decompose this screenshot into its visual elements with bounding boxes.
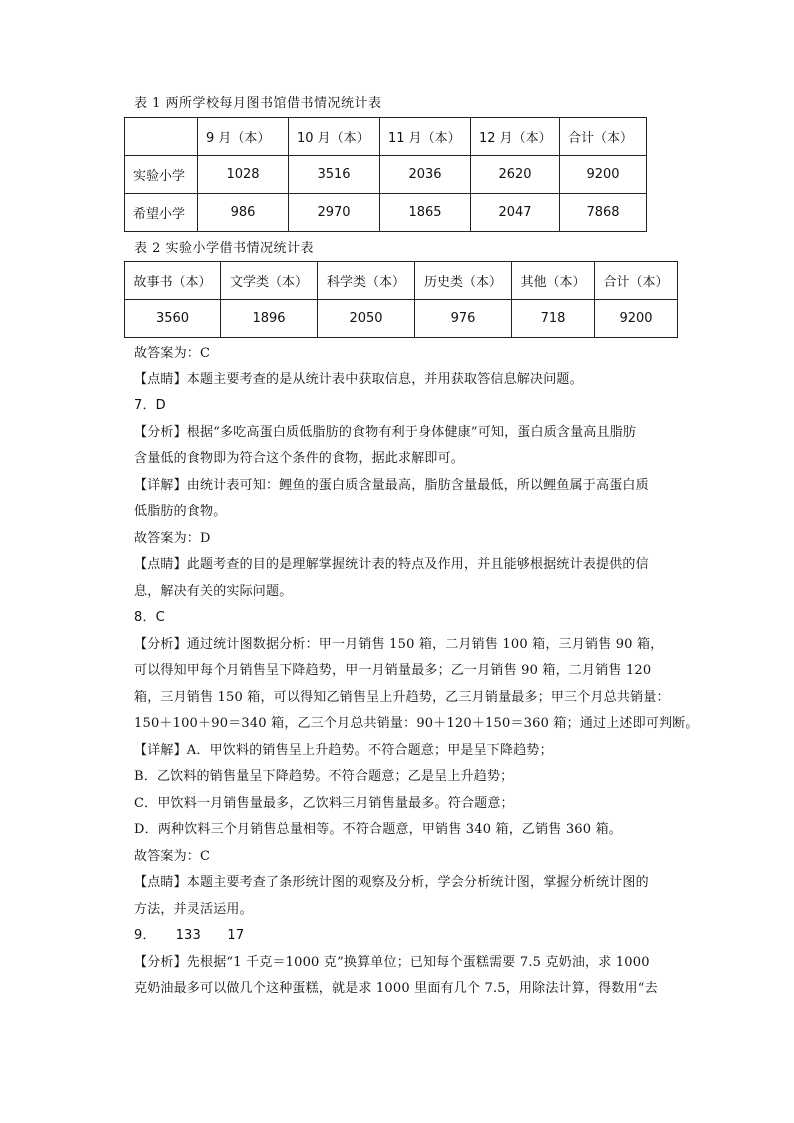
table1-caption: 表 1 两所学校每月图书馆借书情况统计表 [134,96,382,111]
table-cell: 1028 [198,156,289,194]
comment-line: 方法，并灵活运用。 [134,902,253,917]
table-cell: 1865 [380,194,471,232]
table-header-row [125,262,678,300]
table-header-cell: 合计（本） [560,118,647,156]
option-line: C．甲饮料一月销售量最多，乙饮料三月销售量最多。符合题意； [134,796,514,811]
table-header-cell: 文学类（本） [221,262,318,300]
table-cell: 2050 [318,300,415,338]
table-cell: 2620 [471,156,560,194]
table2-caption: 表 2 实验小学借书情况统计表 [134,241,315,256]
table-header-cell: 11 月（本） [380,118,471,156]
question-number: 7．D [134,398,166,413]
table-cell: 9200 [595,300,678,338]
option-line: B．乙饮料的销售量呈下降趋势。不符合题意；乙是呈上升趋势； [134,769,514,784]
table-row [125,156,647,194]
table-header-cell: 12 月（本） [471,118,560,156]
analysis-line: 克奶油最多可以做几个这种蛋糕，就是求 1000 里面有几个 7.5，用除法计算，得数用“去 [134,981,658,996]
table2-category-borrowing [124,261,678,338]
table-header-cell: 历史类（本） [415,262,512,300]
detail-line: 【详解】由统计表可知：鲤鱼的蛋白质含量最高，脂肪含量最低，所以鲤鱼属于高蛋白质 [134,478,649,493]
table-header-cell: 故事书（本） [125,262,221,300]
table-cell: 2970 [289,194,380,232]
table-row [125,194,647,232]
answer-line: 故答案为：C [134,849,211,864]
option-line: D．两种饮料三个月销售总量相等。不符合题意，甲销售 340 箱，乙销售 360 箱。 [134,822,622,837]
table-cell: 7868 [560,194,647,232]
table-cell: 3560 [125,300,221,338]
table-header-cell: 其他（本） [512,262,595,300]
analysis-line: 【分析】先根据“1 千克＝1000 克”换算单位；已知每个蛋糕需要 7.5 克奶油，求 1000 [134,955,650,970]
comment-line: 【点睛】本题主要考查的是从统计表中获取信息，并用获取答信息解决问题。 [134,372,583,387]
table-cell: 3516 [289,156,380,194]
table-cell: 976 [415,300,512,338]
analysis-line: 可以得知甲每个月销售呈下降趋势，甲一月销量最多；乙一月销售 90 箱，二月销售 120 [134,663,652,678]
table-header-cell [125,118,198,156]
table-cell: 1896 [221,300,318,338]
table-cell: 986 [198,194,289,232]
table-header-cell: 科学类（本） [318,262,415,300]
analysis-line: 含量低的食物即为符合这个条件的食物，据此求解即可。 [134,451,465,466]
analysis-line: 箱，三月销售 150 箱，可以得知乙销售呈上升趋势，乙三月销量最多；甲三个月总共销量： [134,690,670,705]
table-header-cell: 合计（本） [595,262,678,300]
analysis-line: 【分析】通过统计图数据分析：甲一月销售 150 箱，二月销售 100 箱，三月销售 90 箱， [134,637,664,652]
comment-line: 【点睛】本题主要考查了条形统计图的观察及分析，学会分析统计图，掌握分析统计图的 [134,875,649,890]
answer-line: 故答案为：D [134,531,211,546]
table-header-row [125,118,647,156]
table-cell: 2036 [380,156,471,194]
detail-line: 低脂肪的食物。 [134,504,227,519]
question-number: 9． 133 17 [134,928,245,943]
analysis-line: 150＋100＋90＝340 箱，乙三个月总共销量：90＋120＋150＝360 箱；通过上述即可判断。 [134,716,699,731]
answer-line: 故答案为：C [134,346,211,361]
table-header-cell: 10 月（本） [289,118,380,156]
table-header-cell: 9 月（本） [198,118,289,156]
table-cell: 2047 [471,194,560,232]
comment-line: 【点睛】此题考查的目的是理解掌握统计表的特点及作用，并且能够根据统计表提供的信 [134,557,649,572]
question-number: 8．C [134,610,165,625]
table-row [125,300,678,338]
table-cell: 9200 [560,156,647,194]
row-label-cell: 希望小学 [125,194,198,232]
table1-monthly-borrowing [124,117,647,232]
row-label-cell: 实验小学 [125,156,198,194]
table-cell: 718 [512,300,595,338]
comment-line: 息，解决有关的实际问题。 [134,584,293,599]
detail-line: 【详解】A．甲饮料的销售呈上升趋势。不符合题意；甲是呈下降趋势； [134,743,553,758]
analysis-line: 【分析】根据“多吃高蛋白质低脂肪的食物有利于身体健康”可知，蛋白质含量高且脂肪 [134,425,637,440]
